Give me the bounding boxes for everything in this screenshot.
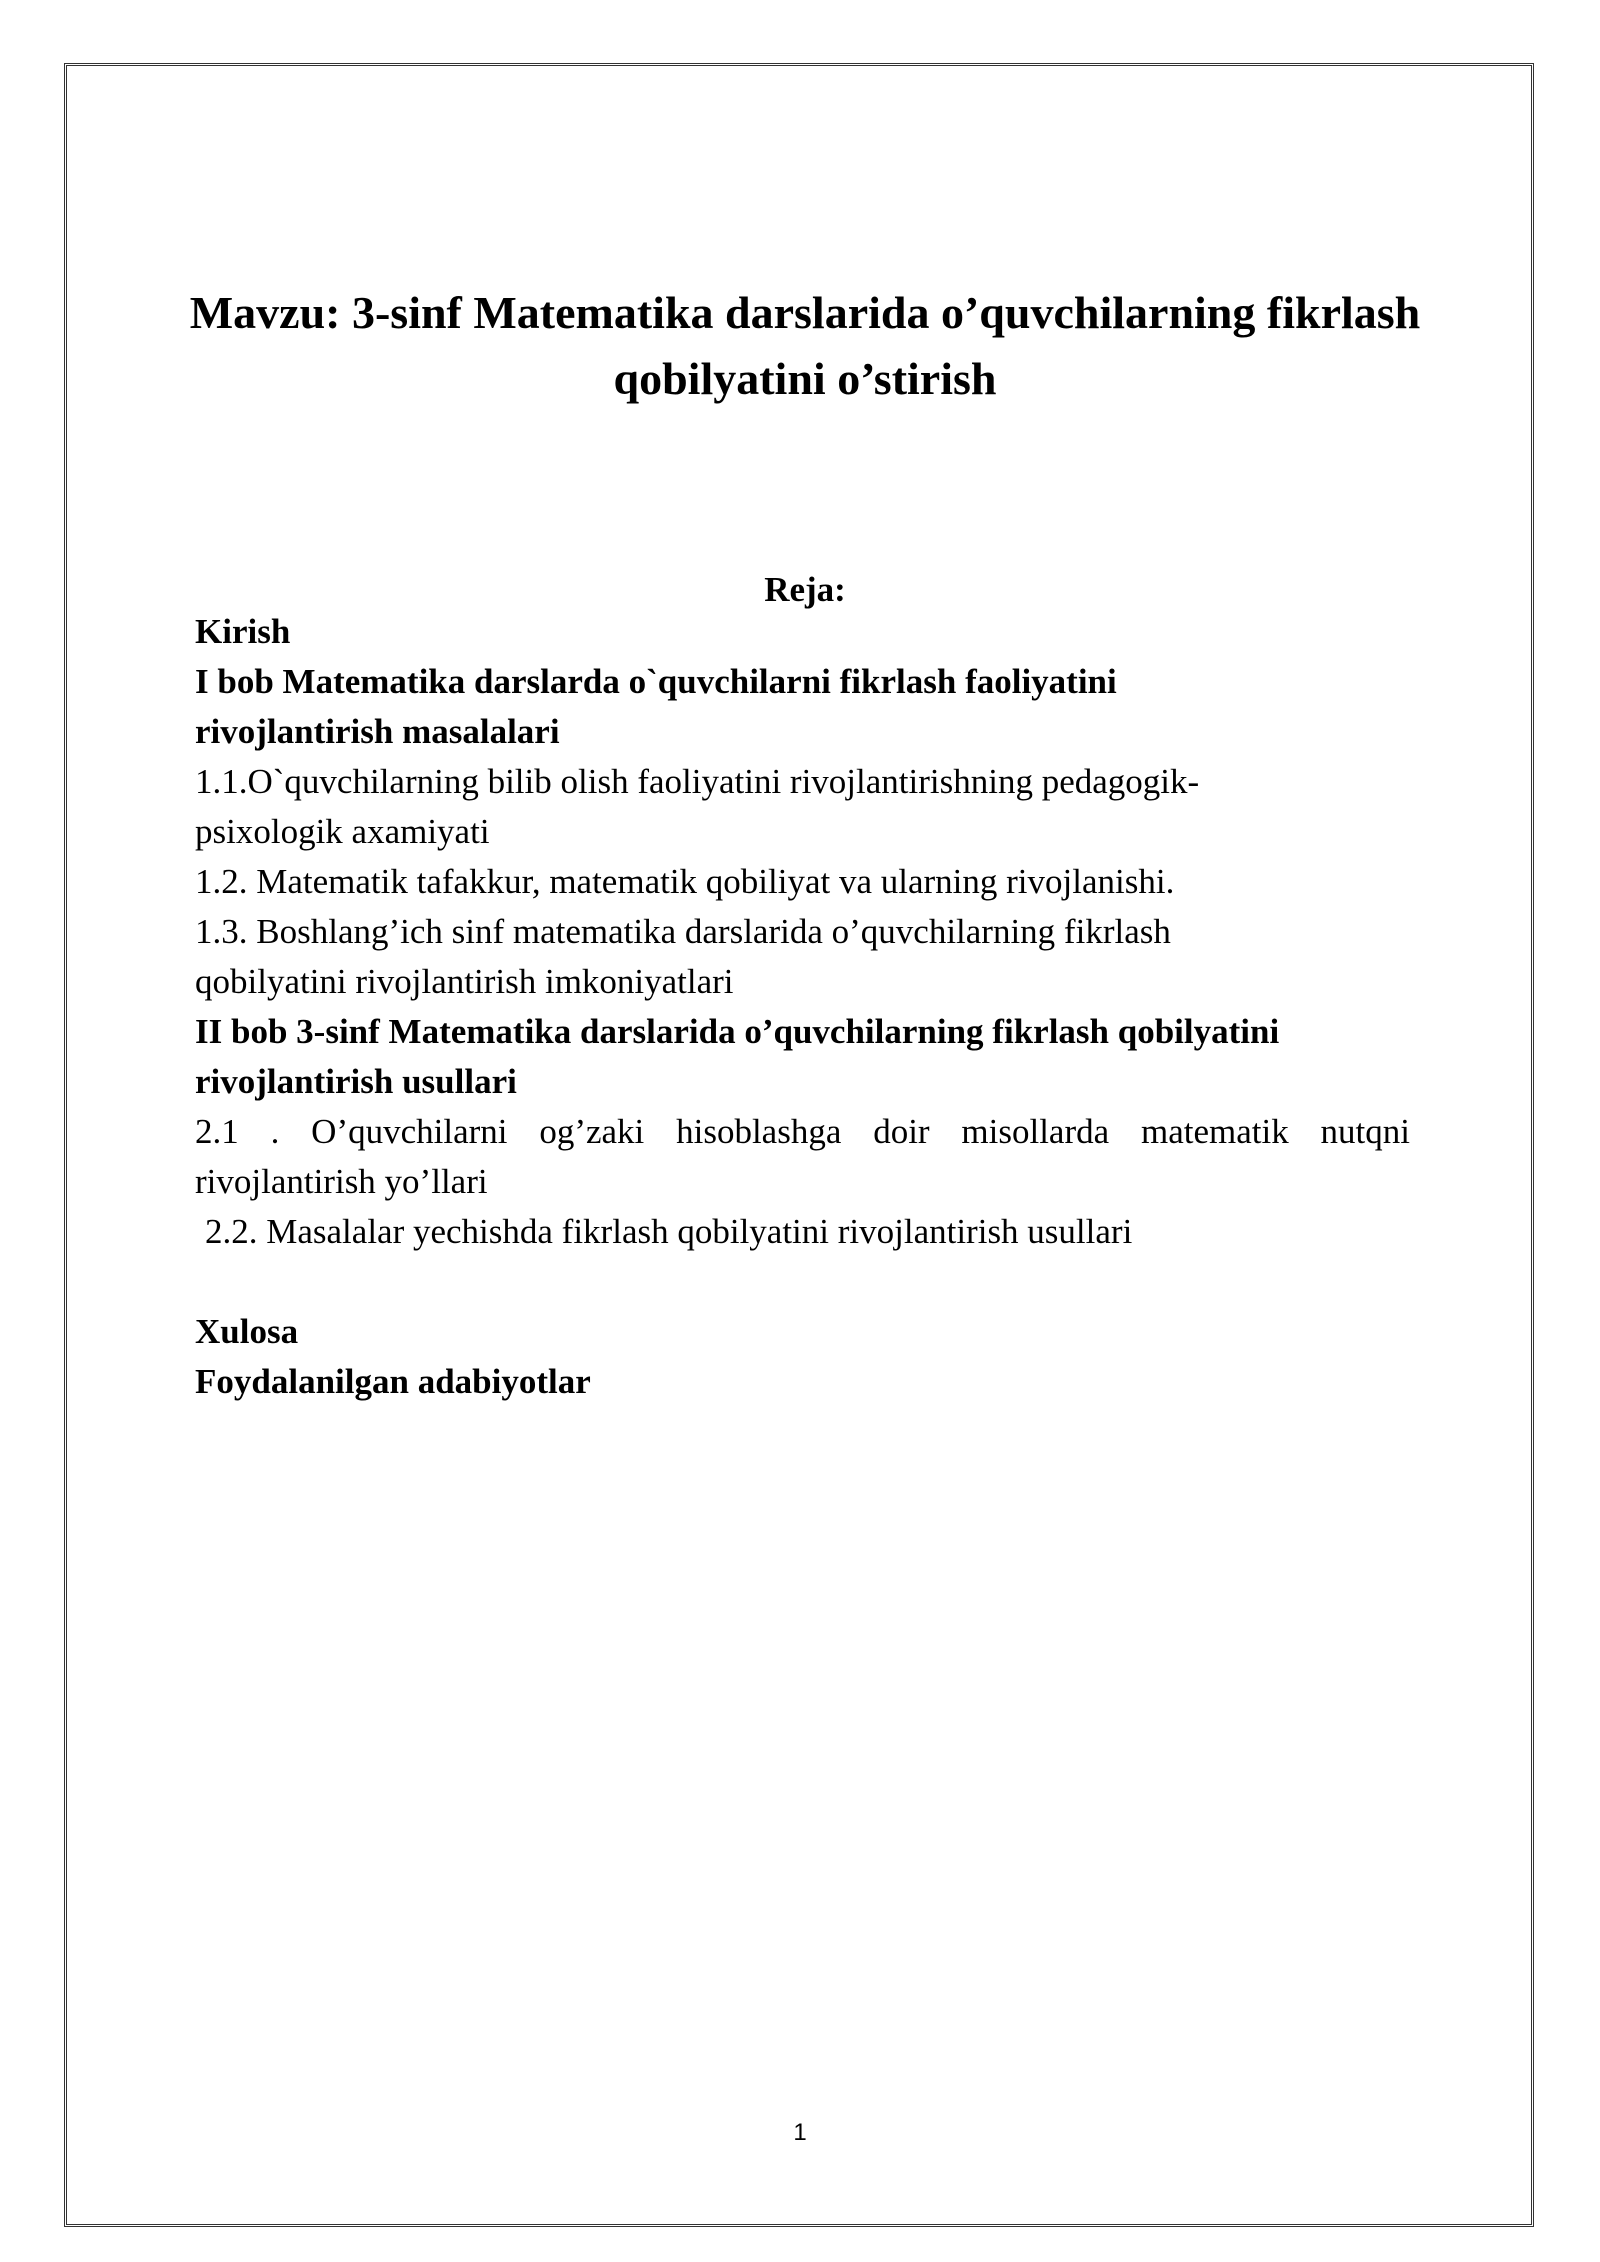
toc-entry-section-2-1: 2.1 . O’quvchilarni og’zaki hisoblashga doir misollarda matematik nutqni rivojlantirish yo’llari xyxy=(195,1112,1410,1201)
toc-entry-section-1-2: 1.2. Matematik tafakkur, matematik qobiliyat va ularning rivojlanishi. xyxy=(195,862,1175,901)
document-title: Mavzu: 3-sinf Matematika darslarida o’quvchilarning fikrlash qobilyatini o’stirish xyxy=(189,287,1421,404)
toc-entry-conclusion: Xulosa xyxy=(195,1312,299,1351)
toc-entry-section-1-3: 1.3. Boshlang’ich sinf matematika darslarida o’quvchilarning fikrlash qobilyatini rivojlantirish imkoniyatlari xyxy=(195,912,1171,1001)
toc-entry-section-2-2: 2.2. Masalalar yechishda fikrlash qobilyatini rivojlantirish usullari xyxy=(205,1212,1133,1251)
toc-entry-section-1-1: 1.1.O`quvchilarning bilib olish faoliyatini rivojlantirishning pedagogik-psixologik axamiyati xyxy=(195,762,1200,851)
toc-entry-references: Foydalanilgan adabiyotlar xyxy=(195,1362,591,1401)
toc-entry-intro: Kirish xyxy=(195,612,291,651)
table-of-contents xyxy=(195,607,1410,1407)
plan-heading: Reja: xyxy=(764,570,846,609)
toc-entry-chapter-1: I bob Matematika darslarda o`quvchilarni fikrlash faoliyatini rivojlantirish masalalari xyxy=(195,662,1117,751)
page-number: 1 xyxy=(793,2119,807,2146)
toc-entry-chapter-2: II bob 3-sinf Matematika darslarida o’quvchilarning fikrlash qobilyatini rivojlantirish usullari xyxy=(195,1012,1280,1101)
